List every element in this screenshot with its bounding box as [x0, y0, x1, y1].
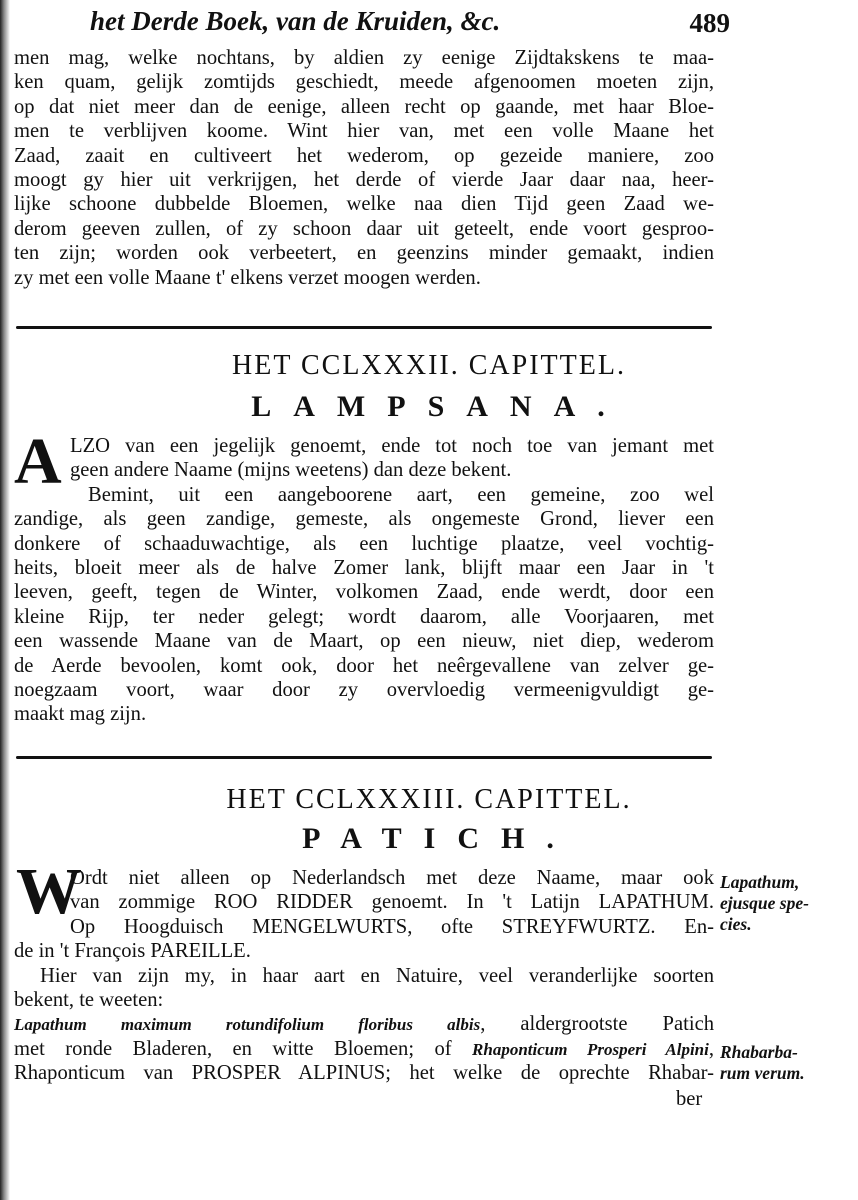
margin-note-line: ejusque spe-: [720, 893, 809, 913]
text-line: Lapathum maximum rotundifolium floribus albis, aldergrootste Patich: [14, 1013, 715, 1036]
text-line: derom geeven zullen, of zy schoon daar uit geteelt, ende voort gesproo-: [14, 217, 714, 240]
text-line: men mag, welke nochtans, by aldien zy eenige Zijdtakskens te maa-: [14, 47, 714, 69]
text-line: Ordt niet alleen op Nederlandsch met deze Naame, maar ook: [70, 867, 714, 889]
chapter-heading: HET CCLXXXIII. CAPITTEL.: [226, 784, 632, 815]
margin-note-line: rum verum.: [720, 1063, 805, 1083]
margin-note-line: Lapathum,: [720, 872, 800, 892]
catchword: ber: [676, 1088, 703, 1110]
text-line: op dat niet meer dan de eenige, alleen recht op gaande, met haar Bloe-: [14, 95, 714, 118]
text-line: lijke schoone dubbelde Bloemen, welke naa dien Tijd geen Zaad we-: [14, 193, 714, 216]
text-line: LZO van een jegelijk genoemt, ende tot noch toe van jemant met: [70, 435, 714, 457]
text-line: de Aerde bevoolen, komt ook, door het neêrgevallene van zelver ge-: [14, 654, 714, 677]
text-line: een wassende Maane van de Maart, op een nieuw, niet diep, wederom: [14, 630, 714, 653]
drop-capital: W: [16, 855, 82, 928]
margin-note: [720, 1042, 852, 1084]
text-line: bekent, te weeten:: [14, 988, 164, 1011]
text-line: leeven, geeft, tegen de Winter, volkomen Zaad, ende werdt, door een: [14, 581, 714, 604]
text-line: men te verblijven koome. Wint hier van, met een volle Maane het: [14, 120, 714, 143]
text-line: maakt mag zijn.: [14, 703, 147, 726]
text-line: Rhaponticum van PROSPER ALPINUS; het welke de oprechte Rhabar-: [14, 1062, 714, 1085]
text-line: Hier van zijn my, in haar aart en Natuire, veel veranderlijke soorten: [40, 964, 714, 987]
text-line: Bemint, uit een aangeboorene aart, een gemeine, zoo wel: [88, 483, 714, 506]
text-line: donkere of schaaduwachtige, als een luchtige plaatze, veel vochtig-: [14, 532, 714, 555]
drop-capital: A: [14, 425, 62, 498]
chapter-heading: HET CCLXXXII. CAPITTEL.: [232, 350, 626, 381]
text-line: ten zijn; worden ook verbeetert, en geenzins minder gemaakt, indien: [14, 242, 714, 265]
text-fragment: aldergrootste Patich: [520, 1013, 715, 1036]
top-paragraph: [14, 46, 714, 290]
chapter-283-text: [14, 866, 714, 1086]
section-rule: [16, 326, 712, 329]
text-line: Op Hoogduisch MENGELWURTS, ofte STREYFWURTZ. En-: [70, 915, 714, 938]
latin-plant-name: Lapathum maximum rotundifolium floribus albis: [14, 1015, 481, 1035]
text-fragment: met ronde Bladeren, en witte Bloemen; of: [14, 1037, 452, 1060]
text-line: van zommige ROO RIDDER genoemt. In 't Latijn LAPATHUM.: [70, 891, 714, 914]
chapter-282-text: [14, 425, 714, 727]
text-line: Zaad, zaait en cultiveert het wederom, op gezeide maniere, zoo: [14, 144, 714, 167]
text-line: geen andere Naame (mijns weetens) dan deze bekent.: [70, 459, 512, 482]
page-binding-shadow: [0, 0, 10, 1200]
text-line: noegzaam voort, waar door zy overvloedig vermeenigvuldigt ge-: [14, 678, 714, 701]
text-line: met ronde Bladeren, en witte Bloemen; of Rhaponticum Prosperi Alpini,: [14, 1037, 714, 1060]
latin-plant-name: Rhaponticum Prosperi Alpini: [472, 1039, 709, 1059]
text-line: moogt gy hier uit verkrijgen, het derde of vierde Jaar daar naa, heer-: [14, 168, 714, 191]
chapter-title: LAMPSANA.: [251, 390, 627, 423]
text-line: zandige, als geen zandige, gemeste, als ongemeste Grond, liever een: [14, 508, 714, 531]
margin-note: [720, 872, 852, 935]
margin-note-line: cies.: [720, 914, 752, 934]
page-number: 489: [689, 8, 730, 38]
text-line: zy met een volle Maane t' elkens verzet moogen werden.: [14, 266, 481, 289]
text-line: heits, bloeit meer als de halve Zomer lank, blijft maar een Jaar in 't: [14, 556, 714, 579]
running-title: het Derde Boek, van de Kruiden, &c.: [90, 6, 501, 36]
text-line: de in 't François PAREILLE.: [14, 940, 251, 963]
text-line: ken quam, gelijk zomtijds geschiedt, meede afgenoomen moeten zijn,: [14, 71, 714, 94]
page-header: [90, 6, 730, 46]
chapter-title: PATICH.: [302, 822, 576, 855]
section-rule: [16, 756, 712, 759]
text-line: kleine Rijp, ter neder gelegt; wordt daarom, alle Voorjaaren, met: [14, 605, 714, 628]
margin-note-line: Rhabarba-: [720, 1042, 798, 1062]
